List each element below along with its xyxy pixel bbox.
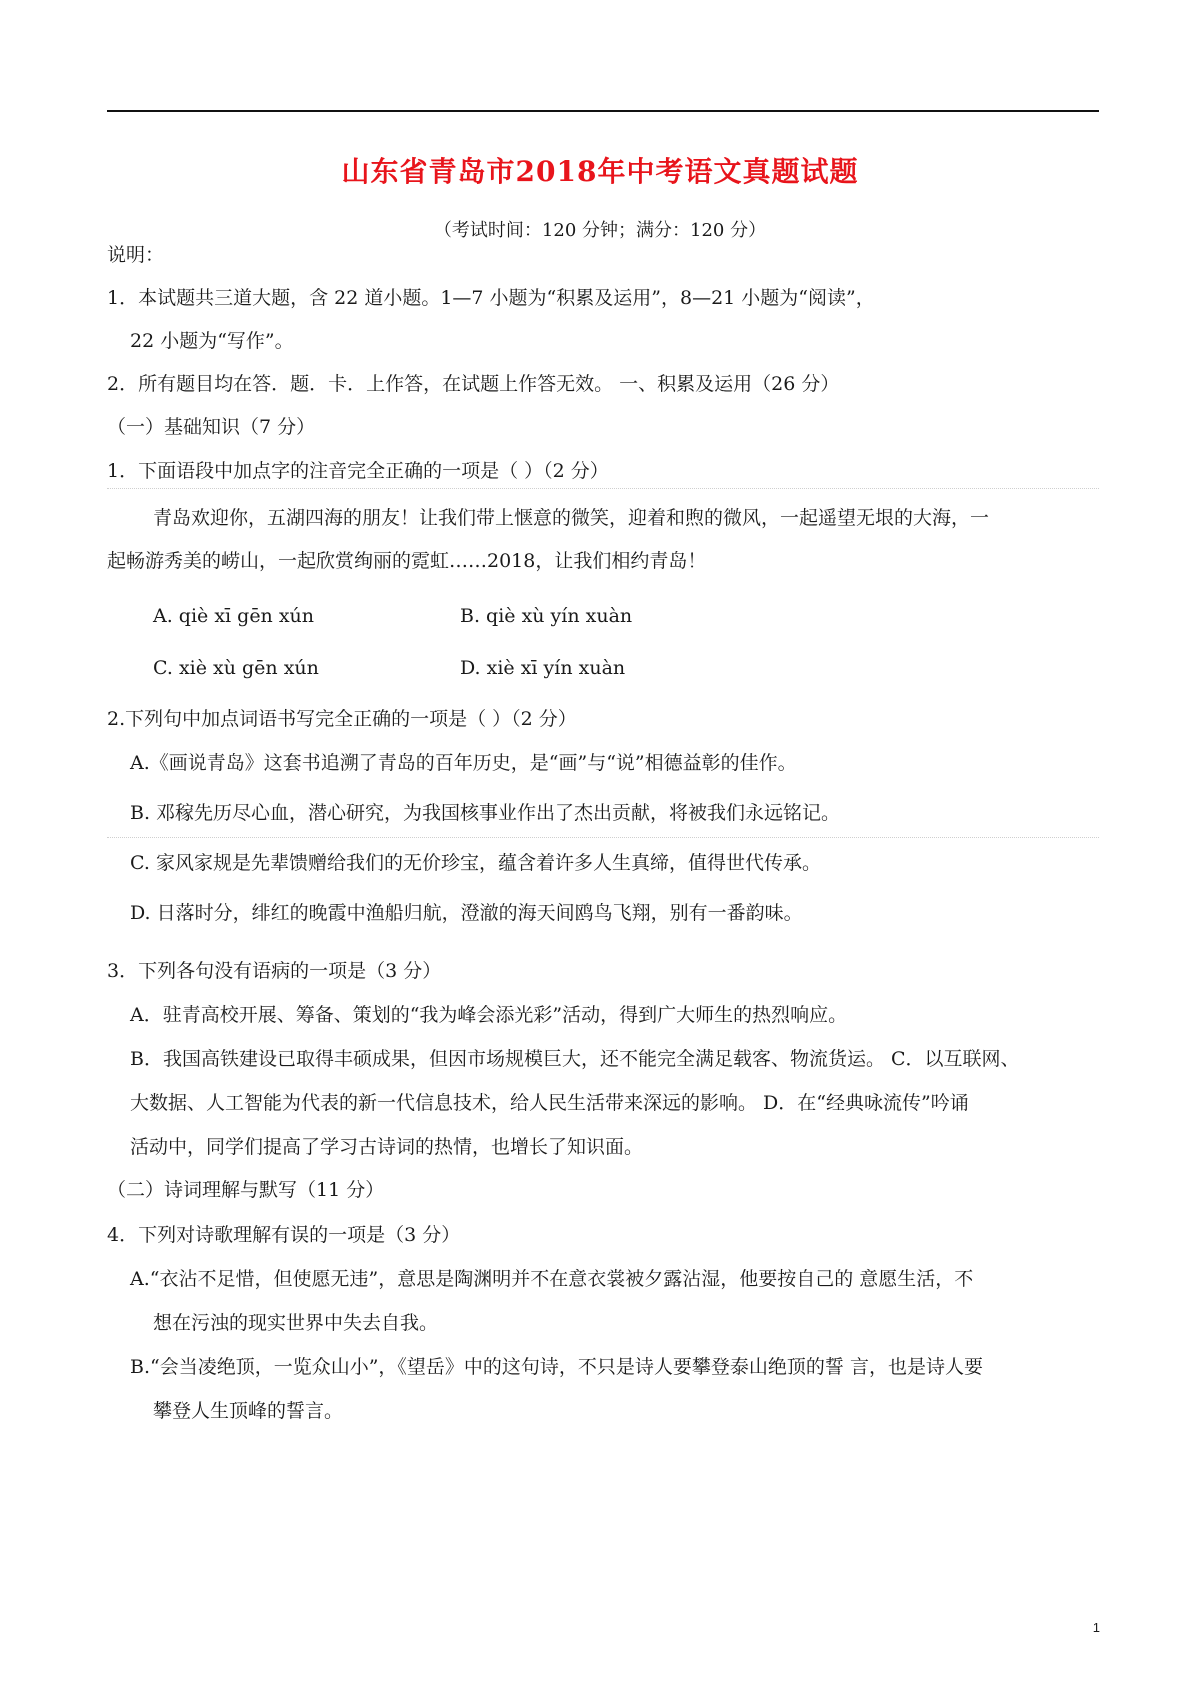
option-c: C. xiè xù gēn xún — [153, 657, 319, 679]
question-3: 3．下列各句没有语病的一项是（3 分） — [107, 960, 442, 982]
instruction-1-cont: 22 小题为“写作”。 — [130, 330, 294, 352]
instruction-1: 1．本试题共三道大题，含 22 道小题。1—7 小题为“积累及运用”，8—21 小题为“阅读”， — [107, 287, 875, 309]
header-rule — [107, 110, 1099, 112]
q4-option-a-cont: 想在污浊的现实世界中失去自我。 — [153, 1312, 439, 1334]
q3-option-b: B．我国高铁建设已取得丰硕成果，但因市场规模巨大，还不能完全满足载客、物流货运。 C．以互联网、 — [130, 1048, 1020, 1070]
section-heading-basics: （一）基础知识（7 分） — [107, 416, 316, 438]
passage-line-2: 起畅游秀美的崂山，一起欣赏绚丽的霓虹……2018，让我们相约青岛！ — [107, 550, 707, 572]
exam-info: （考试时间：120 分钟；满分：120 分） — [433, 220, 767, 241]
dotted-divider — [107, 837, 1099, 838]
q3-option-a: A．驻青高校开展、筹备、策划的“我为峰会添光彩”活动，得到广大师生的热烈响应。 — [130, 1004, 848, 1026]
q2-option-d: D. 日落时分，绯红的晚霞中渔船归航，澄澈的海天间鸥鸟飞翔，别有一番韵味。 — [130, 902, 803, 924]
q4-option-b-cont: 攀登人生顶峰的誓言。 — [153, 1400, 344, 1422]
instruction-2: 2．所有题目均在答．题．卡．上作答，在试题上作答无效。 一、积累及运用（26 分） — [107, 373, 840, 395]
question-2: 2.下列句中加点词语书写完全正确的一项是（ ）（2 分） — [107, 708, 577, 730]
q2-option-c: C. 家风家规是先辈馈赠给我们的无价珍宝，蕴含着许多人生真缔，值得世代传承。 — [130, 852, 821, 874]
q2-option-b: B. 邓稼先历尽心血，潜心研究，为我国核事业作出了杰出贡献，将被我们永远铭记。 — [130, 802, 841, 824]
q4-option-a: A.“衣沾不足惜，但使愿无违”，意思是陶渊明并不在意衣裳被夕露沾湿，他要按自己的 意愿生活，不 — [130, 1268, 974, 1290]
passage-line-1: 青岛欢迎你，五湖四海的朋友！让我们带上惬意的微笑，迎着和煦的微风，一起遥望无垠的大海，一 — [153, 507, 990, 529]
q4-option-b: B.“会当凌绝顶，一览众山小”，《望岳》中的这句诗，不只是诗人要攀登泰山绝顶的誓 言，也是诗人要 — [130, 1356, 983, 1378]
section-heading-poetry: （二）诗词理解与默写（11 分） — [107, 1179, 385, 1201]
q2-option-a: A.《画说青岛》这套书追溯了青岛的百年历史，是“画”与“说”相德益彰的佳作。 — [130, 752, 797, 774]
option-a: A. qiè xī gēn xún — [153, 605, 315, 627]
question-1: 1．下面语段中加点字的注音完全正确的一项是（ ）（2 分） — [107, 460, 609, 482]
question-4: 4．下列对诗歌理解有误的一项是（3 分） — [107, 1224, 461, 1246]
page-title: 山东省青岛市2018年中考语文真题试题 — [341, 155, 859, 188]
dotted-divider — [107, 488, 1099, 489]
q3-option-c-d: 大数据、人工智能为代表的新一代信息技术，给人民生活带来深远的影响。 D．在“经典咏流传”吟诵 — [130, 1092, 969, 1114]
page-number: 1 — [1092, 1620, 1100, 1635]
instructions-heading: 说明： — [107, 244, 165, 266]
q3-option-d-cont: 活动中，同学们提高了学习古诗词的热情，也增长了知识面。 — [130, 1136, 644, 1158]
option-b: B. qiè xù yín xuàn — [460, 605, 633, 627]
option-d: D. xiè xī yín xuàn — [460, 657, 626, 679]
